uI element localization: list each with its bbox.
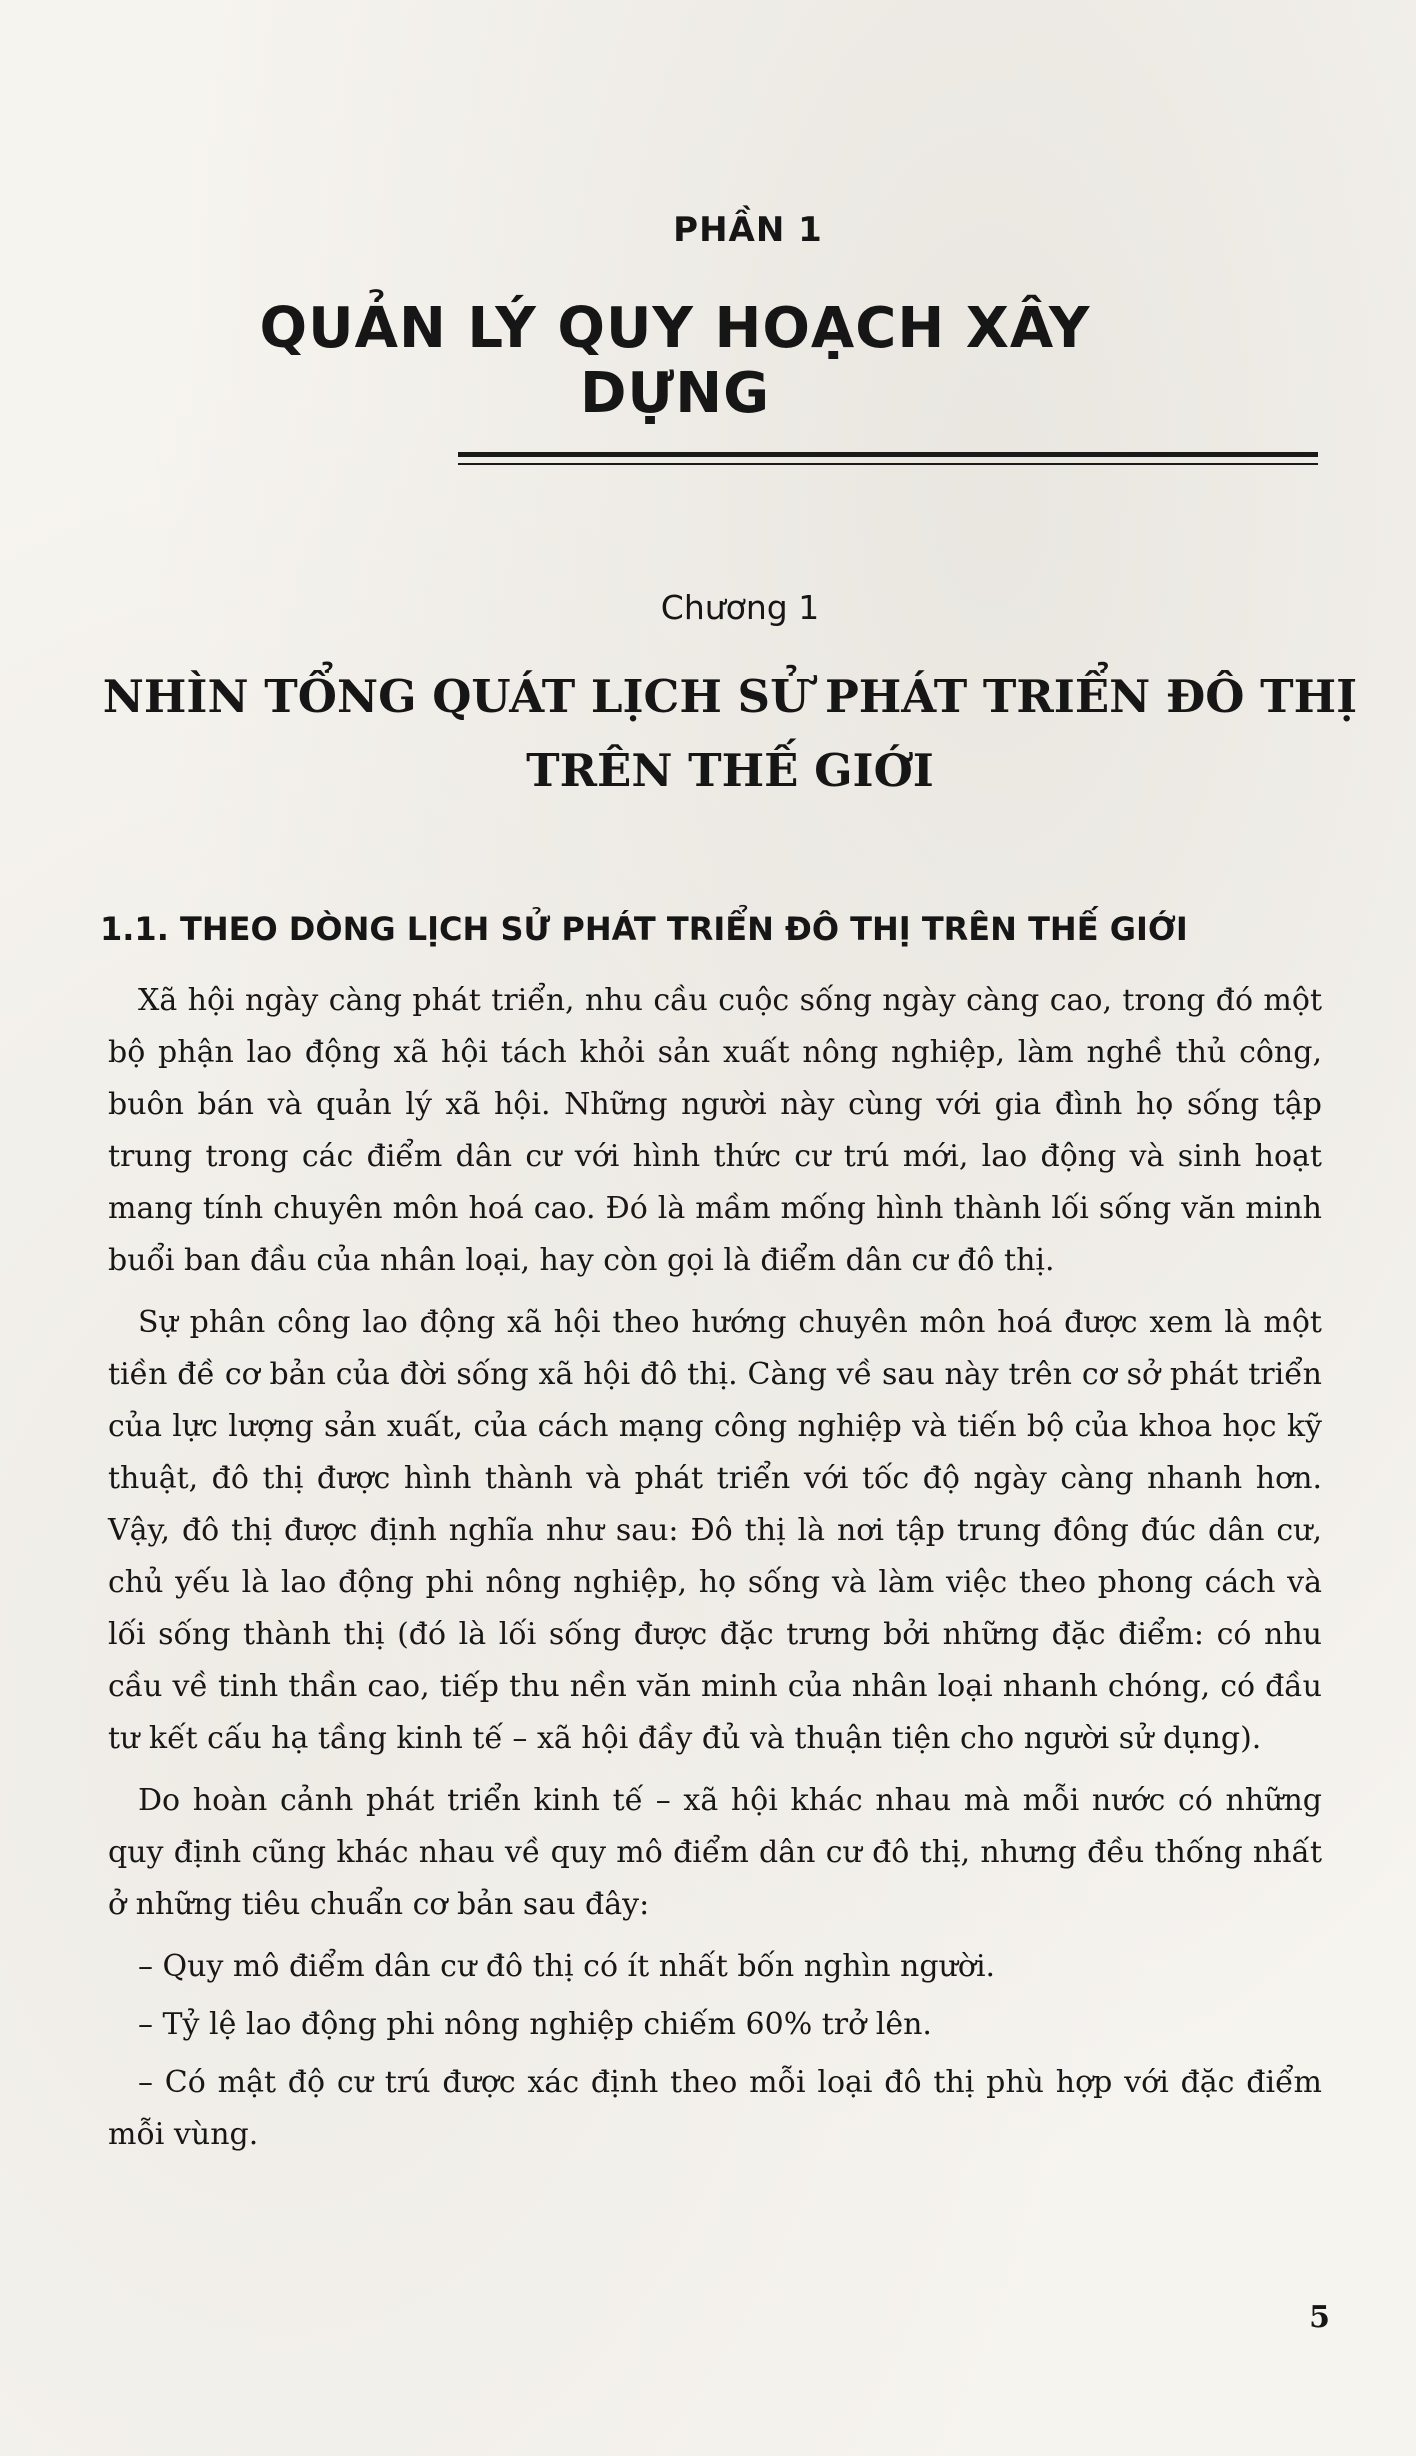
title-divider-thin [458, 463, 1318, 465]
bullet-item: – Có mật độ cư trú được xác định theo mỗi loại đô thị phù hợp với đặc điểm mỗi vùng. [108, 2065, 1322, 2152]
part-label: PHẦN 1 [673, 210, 823, 250]
chapter-label: Chương 1 [660, 588, 820, 627]
chapter-title-line-2: TRÊN THẾ GIỚI [526, 744, 934, 797]
part-title: QUẢN LÝ QUY HOẠCH XÂY DỰNG [259, 296, 1091, 426]
paragraph: Xã hội ngày càng phát triển, nhu cầu cuộc sống ngày càng cao, trong đó một bộ phận lao động xã hội tách khỏi sản xuất nông nghiệp, làm nghề thủ công, buôn bán và quản lý xã hội. Những người này cùng với gia đình họ sống tập trung trong các điểm dân cư với hình thức cư trú mới, lao động và sinh hoạt mang tính chuyên môn hoá cao. Đó là mầm mống hình thành lối sống văn minh buổi ban đầu của nhân loại, hay còn gọi là điểm dân cư đô thị. [108, 983, 1322, 1278]
bullet-item: – Quy mô điểm dân cư đô thị có ít nhất bốn nghìn người. [138, 1949, 996, 1984]
paragraph: Do hoàn cảnh phát triển kinh tế – xã hội khác nhau mà mỗi nước có những quy định cũng khác nhau về quy mô điểm dân cư đô thị, nhưng đều thống nhất ở những tiêu chuẩn cơ bản sau đây: [108, 1783, 1322, 1922]
title-divider-thick [458, 452, 1318, 457]
bullet-item: – Tỷ lệ lao động phi nông nghiệp chiếm 60% trở lên. [138, 2007, 932, 2042]
page-number: 5 [1309, 2300, 1330, 2335]
paragraph: Sự phân công lao động xã hội theo hướng chuyên môn hoá được xem là một tiền đề cơ bản của đời sống xã hội đô thị. Càng về sau này trên cơ sở phát triển của lực lượng sản xuất, của cách mạng công nghiệp và tiến bộ của khoa học kỹ thuật, đô thị được hình thành và phát triển với tốc độ ngày càng nhanh hơn. Vậy, đô thị được định nghĩa như sau: Đô thị là nơi tập trung đông đúc dân cư, chủ yếu là lao động phi nông nghiệp, họ sống và làm việc theo phong cách và lối sống thành thị (đó là lối sống được đặc trưng bởi những đặc điểm: có nhu cầu về tinh thần cao, tiếp thu nền văn minh của nhân loại nhanh chóng, có đầu tư kết cấu hạ tầng kinh tế – xã hội đầy đủ và thuận tiện cho người sử dụng). [108, 1305, 1322, 1756]
section-heading: 1.1. THEO DÒNG LỊCH SỬ PHÁT TRIỂN ĐÔ THỊ TRÊN THẾ GIỚI [100, 910, 1188, 948]
body-text [108, 975, 1322, 2167]
chapter-title [80, 660, 1380, 808]
chapter-title-line-1: NHÌN TỔNG QUÁT LỊCH SỬ PHÁT TRIỂN ĐÔ THỊ [102, 670, 1358, 723]
